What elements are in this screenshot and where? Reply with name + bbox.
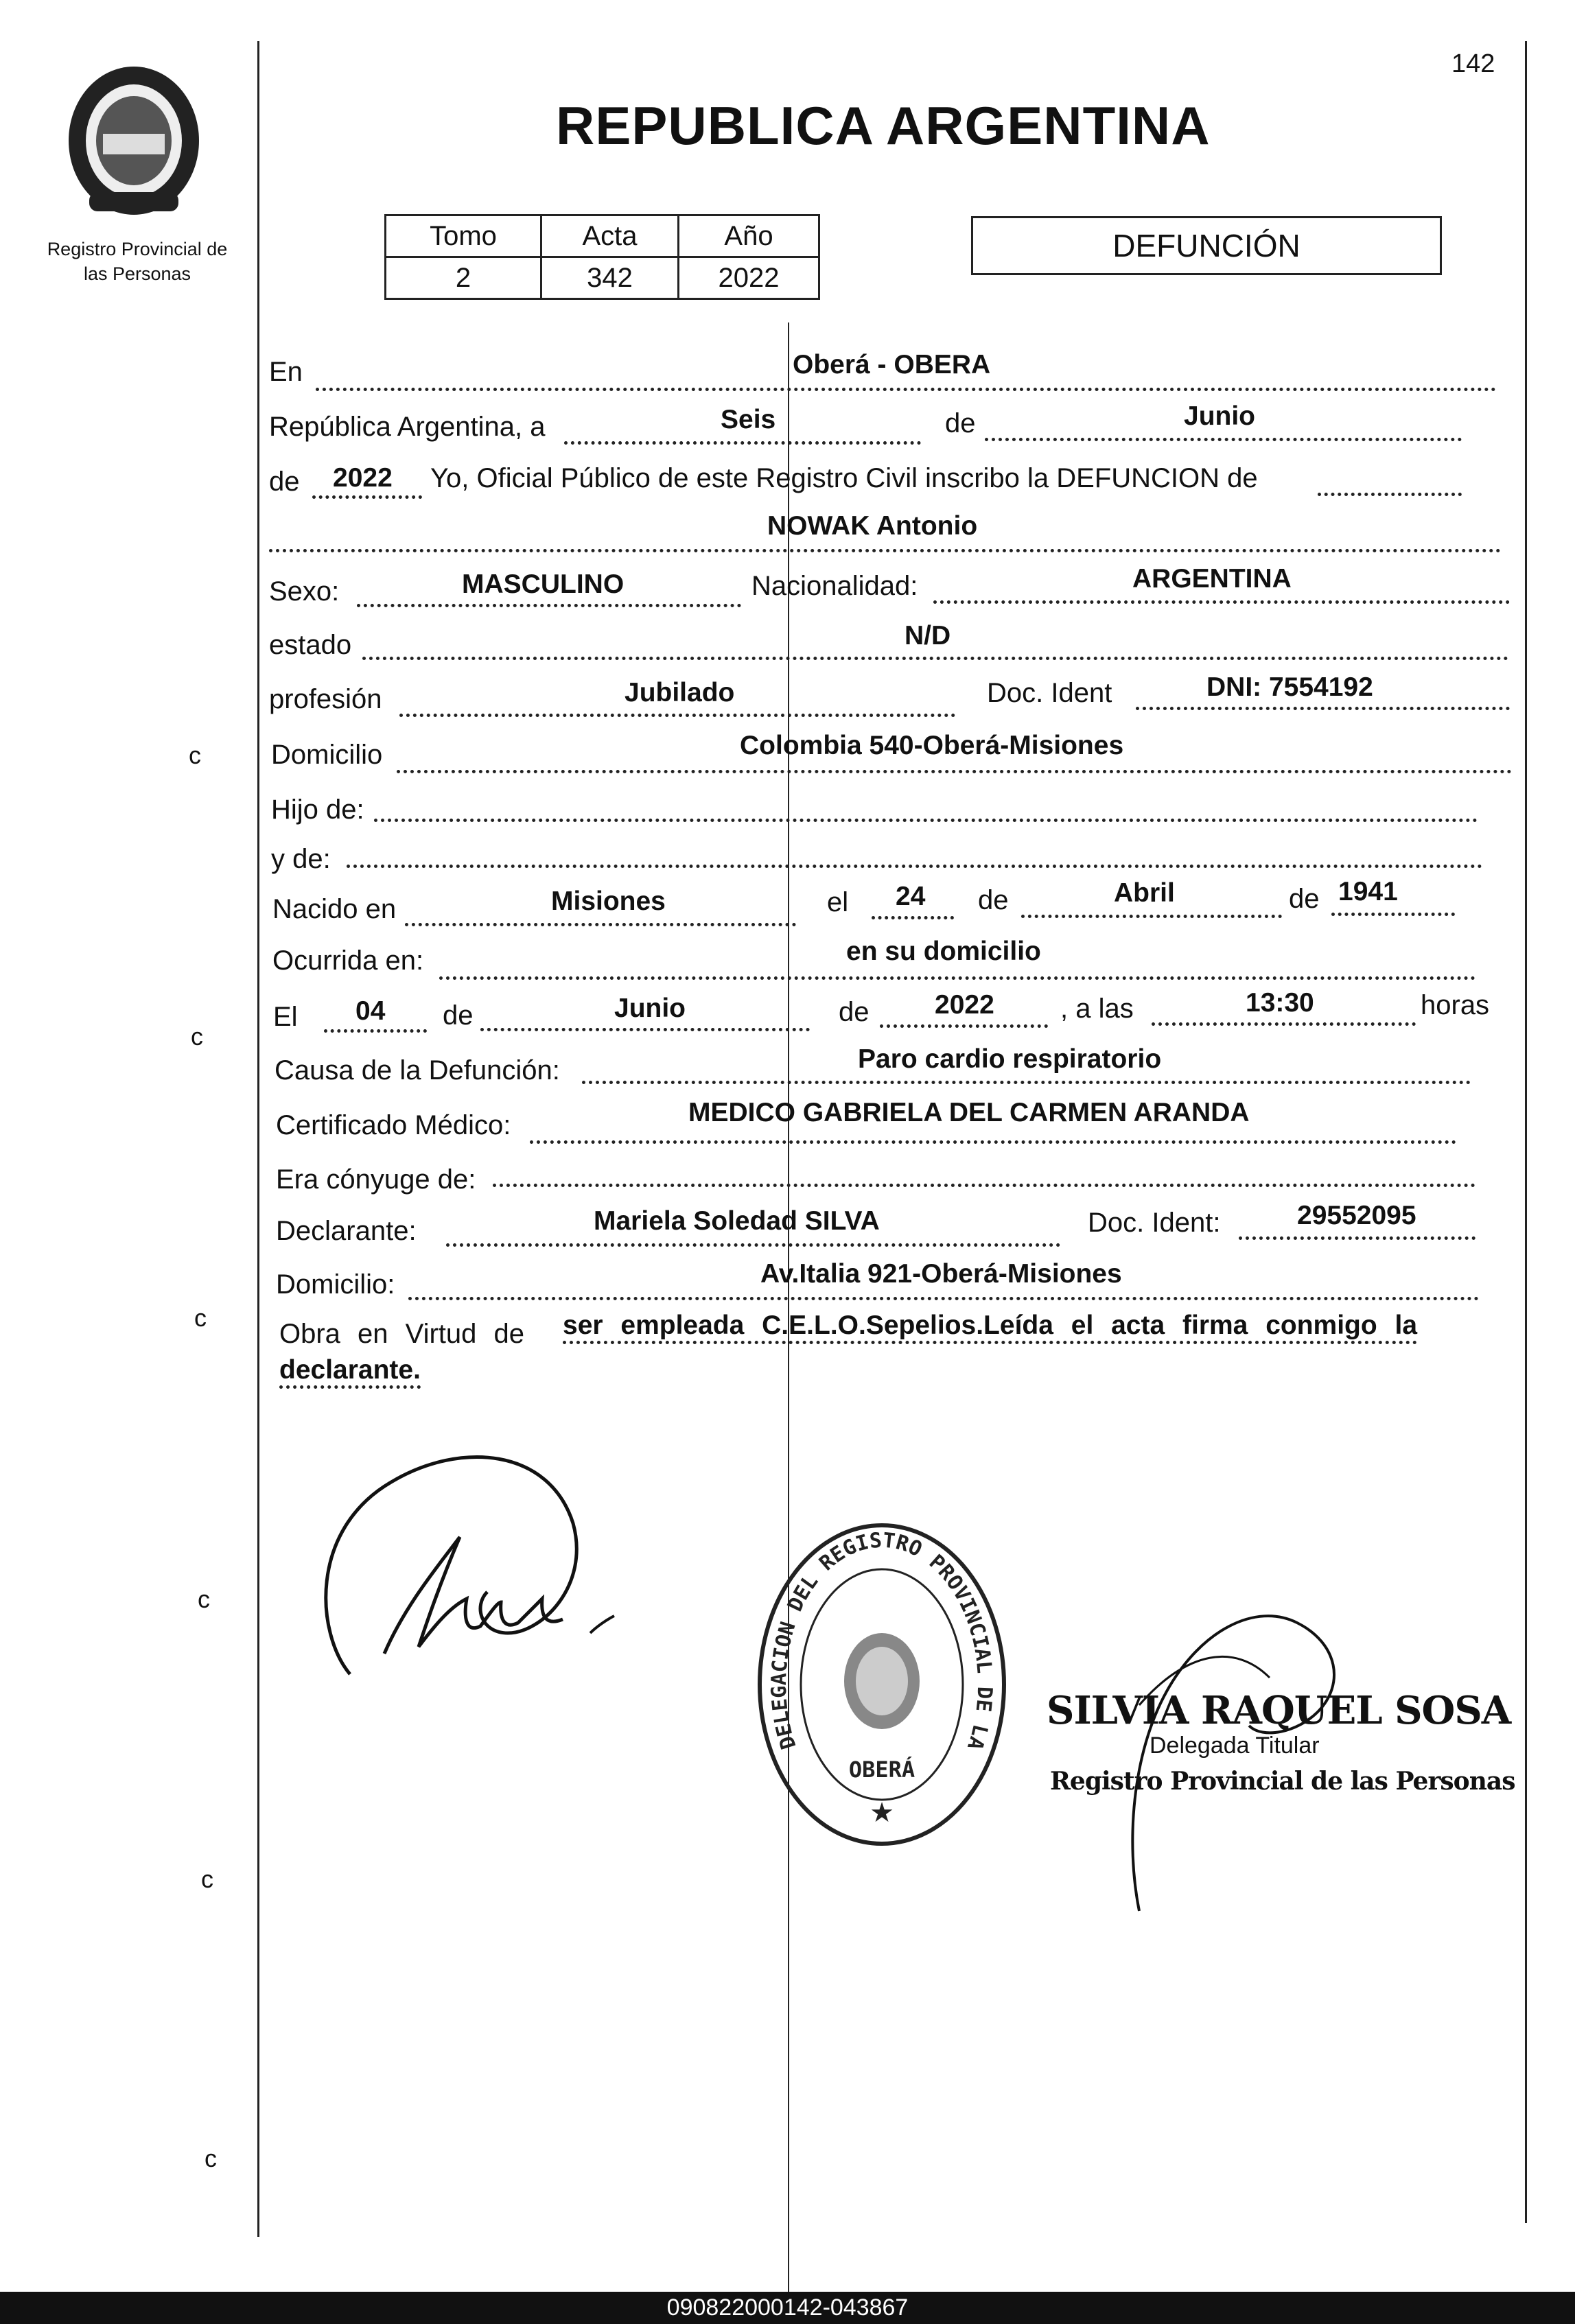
de-label-5: de — [443, 1000, 474, 1031]
sexo-label: Sexo: — [269, 576, 340, 607]
official-office: Registro Provincial de las Personas — [1050, 1767, 1515, 1796]
obra-label: Obra en Virtud de — [279, 1319, 525, 1349]
registry-name: Registro Provincial de las Personas — [47, 239, 228, 284]
year-line — [312, 495, 422, 499]
doc2-line — [1239, 1236, 1475, 1240]
declarante-value: Mariela Soledad SILVA — [594, 1206, 880, 1236]
alas-label: , a las — [1060, 994, 1134, 1024]
declarante-label: Declarante: — [276, 1216, 417, 1246]
provincial-logo — [62, 58, 206, 216]
registry-meta-table — [384, 214, 820, 300]
year-value: 2022 — [333, 463, 393, 493]
nacionalidad-value: ARGENTINA — [1132, 564, 1292, 594]
domicilio-line — [397, 770, 1512, 773]
birth-day-line — [872, 916, 954, 919]
yo-text: Yo, Oficial Público de este Registro Civil inscribo la DEFUNCION de — [430, 463, 1258, 493]
meta-header-tomo: Tomo — [386, 215, 541, 257]
meta-value-acta: 342 — [541, 257, 679, 299]
left-margin-line — [257, 41, 259, 2237]
doc-type: DEFUNCIÓN — [1112, 228, 1300, 263]
profesion-line — [399, 714, 955, 717]
de-label-2: de — [269, 467, 300, 497]
nacionalidad-label: Nacionalidad: — [751, 571, 918, 601]
estado-line — [362, 657, 1508, 660]
hole-mark: c — [189, 741, 201, 769]
death-day-line — [324, 1029, 427, 1033]
death-year: 2022 — [935, 990, 994, 1020]
domicilio2-label: Domicilio: — [276, 1269, 395, 1300]
declarante-line — [446, 1243, 1060, 1247]
birth-year-line — [1331, 913, 1455, 916]
en-value: Oberá - OBERA — [793, 350, 991, 379]
republica-label: República Argentina, a — [269, 412, 546, 442]
sexo-line — [357, 604, 741, 607]
meta-header-ano: Año — [679, 215, 819, 257]
estado-value: N/D — [905, 621, 951, 650]
de-label-6: de — [839, 997, 870, 1027]
deceased-line-a — [1318, 493, 1462, 496]
nacionalidad-line — [933, 600, 1510, 604]
profesion-label: profesión — [269, 684, 382, 714]
footer-strip — [0, 2292, 1575, 2324]
month-line — [985, 438, 1462, 441]
doc-type-box — [971, 216, 1442, 275]
hole-mark: c — [194, 1304, 207, 1332]
obra-line-2: declarante. — [279, 1355, 421, 1389]
birth-month-line — [1021, 915, 1282, 918]
cert-line — [530, 1140, 1456, 1144]
doc-value: DNI: 7554192 — [1206, 672, 1373, 702]
time-line — [1152, 1022, 1416, 1026]
cert-value: MEDICO GABRIELA DEL CARMEN ARANDA — [688, 1098, 1250, 1127]
en-label: En — [269, 357, 303, 387]
right-margin-line — [1525, 41, 1527, 2223]
seal-ring-text: DELEGACION DEL REGISTRO PROVINCIAL DE LA — [767, 1528, 997, 1753]
page-number: 142 — [1451, 49, 1495, 78]
hijo-line — [374, 819, 1478, 822]
doc2-label: Doc. Ident: — [1088, 1208, 1221, 1238]
hole-mark: c — [205, 2144, 217, 2172]
horas-label: horas — [1421, 990, 1490, 1020]
de-label-3: de — [978, 885, 1009, 915]
cert-label: Certificado Médico: — [276, 1110, 511, 1140]
de-label-1: de — [945, 408, 976, 438]
nacido-value: Misiones — [551, 887, 666, 916]
en-line — [316, 388, 1496, 391]
obra-line-1: ser empleada C.E.L.O.Sepelios.Leída el acta firma conmigo la — [563, 1311, 1417, 1344]
official-name: SILVIA RAQUEL SOSA — [1047, 1688, 1511, 1733]
yde-label: y de: — [271, 844, 331, 874]
official-title: Delegada Titular — [1150, 1733, 1320, 1759]
day-value: Seis — [721, 405, 776, 434]
barcode-text: 090822000142-043867 — [666, 2294, 909, 2321]
nacido-line — [405, 923, 796, 926]
yde-line — [347, 865, 1482, 868]
domicilio-label: Domicilio — [271, 740, 383, 770]
document-title: REPUBLICA ARGENTINA — [556, 95, 1211, 156]
hole-mark: c — [201, 1865, 213, 1893]
birth-month: Abril — [1114, 878, 1175, 908]
profesion-value: Jubilado — [625, 678, 735, 707]
month-value: Junio — [1184, 401, 1255, 431]
death-day: 04 — [355, 996, 386, 1026]
causa-label: Causa de la Defunción: — [275, 1055, 560, 1085]
doc2-value: 29552095 — [1297, 1201, 1416, 1230]
domicilio-value: Colombia 540-Oberá-Misiones — [740, 731, 1124, 760]
death-month-line — [480, 1028, 810, 1031]
center-fold-line — [788, 322, 789, 2292]
day-line — [564, 441, 921, 445]
el-label-1: el — [827, 887, 849, 917]
conyuge-label: Era cónyuge de: — [276, 1164, 476, 1195]
el-label-2: El — [273, 1002, 298, 1032]
hijo-label: Hijo de: — [271, 795, 364, 825]
sexo-value: MASCULINO — [462, 570, 625, 599]
ocurrida-label: Ocurrida en: — [272, 946, 424, 976]
birth-year: 1941 — [1338, 877, 1398, 906]
causa-value: Paro cardio respiratorio — [858, 1044, 1162, 1074]
meta-header-acta: Acta — [541, 215, 679, 257]
birth-day: 24 — [896, 882, 926, 911]
domicilio2-value: Av.Italia 921-Oberá-Misiones — [760, 1259, 1122, 1289]
official-seal — [755, 1520, 1009, 1849]
ocurrida-value: en su domicilio — [846, 937, 1041, 966]
ocurrida-line — [439, 976, 1475, 980]
domicilio2-line — [408, 1297, 1479, 1300]
meta-value-tomo: 2 — [386, 257, 541, 299]
doc-line — [1136, 707, 1510, 710]
hole-mark: c — [198, 1585, 210, 1613]
death-month: Junio — [614, 994, 686, 1023]
seal-city: OBERÁ — [848, 1757, 915, 1783]
conyuge-line — [493, 1184, 1475, 1187]
deceased-line — [269, 549, 1501, 552]
time-value: 13:30 — [1246, 988, 1314, 1018]
hole-mark: c — [191, 1022, 203, 1051]
estado-label: estado — [269, 630, 352, 660]
declarant-signature — [302, 1427, 631, 1688]
seal-star-icon: ★ — [870, 1798, 894, 1828]
de-label-4: de — [1289, 884, 1320, 914]
doc-label: Doc. Ident — [987, 678, 1112, 708]
causa-line — [582, 1081, 1471, 1084]
deceased-name: NOWAK Antonio — [767, 511, 978, 541]
nacido-label: Nacido en — [272, 894, 397, 924]
meta-value-ano: 2022 — [679, 257, 819, 299]
death-year-line — [880, 1024, 1048, 1028]
